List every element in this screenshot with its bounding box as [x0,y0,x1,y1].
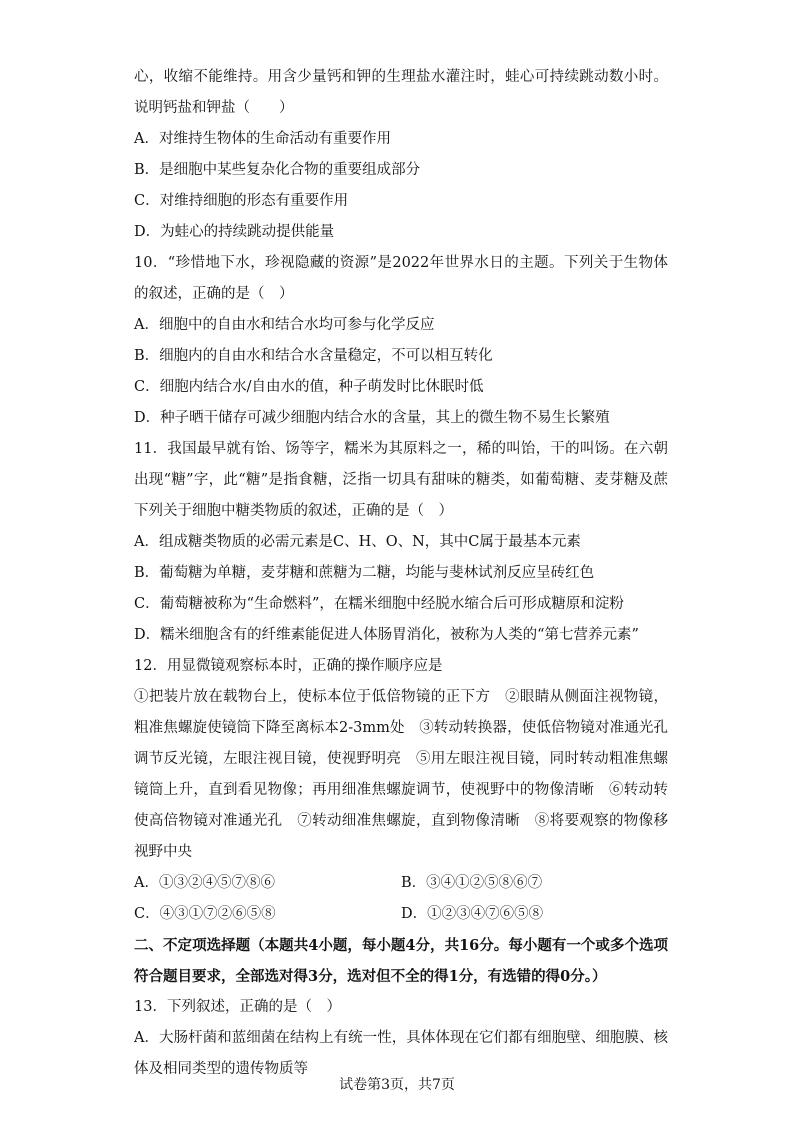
section2-heading-line-2: 符合题目要求，全部选对得3分，选对但不全的得1分，有选错的得0分。） [134,968,607,985]
q12-step-line-3: 调节反光镜，左眼注视目镜，使视野明亮 ⑤用左眼注视目镜，同时转动粗准焦螺 [134,751,668,767]
q9-option-b: B．是细胞中某些复杂化合物的重要组成部分 [134,162,421,178]
q12-step-line-2: 粗准焦螺旋使镜筒下降至离标本2-3mm处 ③转动转换器，使低倍物镜对准通光孔 [134,720,668,736]
section2-heading-line-1: 二、不定项选择题（本题共4小题，每小题4分，共16分。每小题有一个或多个选项 [134,937,668,954]
q13-option-a-line-1: A．大肠杆菌和蓝细菌在结构上有统一性，具体体现在它们都有细胞壁、细胞膜、核 [134,1030,668,1046]
q12-option-b: B．③④①②⑤⑧⑥⑦ [401,875,543,891]
q12-option-d: D．①②③④⑦⑥⑤⑧ [401,906,544,922]
q11-option-a: A．组成糖类物质的必需元素是C、H、O、N，其中C属于最基本元素 [134,534,581,550]
q11-stem-line-1: 11．我国最早就有饴、饧等字，糯米为其原料之一，稀的叫饴，干的叫饧。在六朝 [134,441,668,457]
q10-stem-line-1: 10．“珍惜地下水，珍视隐藏的资源”是2022年世界水日的主题。下列关于生物体 [134,255,668,271]
q9-option-d: D．为蛙心的持续跳动提供能量 [134,224,335,240]
q11-stem-line-3: 下列关于细胞中糖类物质的叙述，正确的是（ ） [134,503,453,519]
q13-option-a-line-2: 体及相同类型的遗传物质等 [134,1061,308,1077]
q12-option-c: C．④③①⑦②⑥⑤⑧ [134,906,276,922]
q12-options-row-2 [134,899,668,930]
q13-stem: 13．下列叙述，正确的是（ ） [134,999,341,1015]
q11-option-d: D．糯米细胞含有的纤维素能促进人体肠胃消化，被称为人类的“第七营养元素” [134,627,639,643]
q11-option-c: C．葡萄糖被称为“生命燃料”，在糯米细胞中经脱水缩合后可形成糖原和淀粉 [134,596,624,612]
q10-option-b: B．细胞内的自由水和结合水含量稳定，不可以相互转化 [134,348,493,364]
q9-option-a: A．对维持生物体的生命活动有重要作用 [134,131,391,147]
q12-step-line-6: 视野中央 [134,844,192,860]
q10-stem-line-2: 的叙述，正确的是（ ） [134,286,294,302]
q12-step-line-1: ①把装片放在载物台上，使标本位于低倍物镜的正下方 ②眼睛从侧面注视物镜， [134,689,668,705]
q12-step-line-5: 使高倍物镜对准通光孔 ⑦转动细准焦螺旋，直到物像清晰 ⑧将要观察的物像移 [134,813,668,829]
q12-step-line-4: 镜筒上升，直到看见物像；再用细准焦螺旋调节，使视野中的物像清晰 ⑥转动转 [134,782,668,798]
q10-option-c: C．细胞内结合水/自由水的值，种子萌发时比休眠时低 [134,379,484,395]
q9-stem-line-2: 说明钙盐和钾盐（ ） [134,100,294,116]
page-footer: 试卷第3页，共7页 [339,1077,455,1093]
q11-option-b: B．葡萄糖为单糖，麦芽糖和蔗糖为二糖，均能与斐林试剂反应呈砖红色 [134,565,595,581]
q12-stem: 12．用显微镜观察标本时，正确的操作顺序应是 [134,658,443,674]
exam-page [134,62,668,1085]
q10-option-d: D．种子晒干储存可减少细胞内结合水的含量，其上的微生物不易生长繁殖 [134,410,610,426]
q11-stem-line-2: 出现“糖”字，此“糖”是指食糖，泛指一切具有甜味的糖类，如葡萄糖、麦芽糖及蔗 [134,472,668,488]
q12-option-a: A．①③②④⑤⑦⑧⑥ [134,875,275,891]
q9-stem-line-1: 心，收缩不能维持。用含少量钙和钾的生理盐水灌注时，蛙心可持续跳动数小时。 [134,69,668,85]
q12-options-row-1 [134,868,668,899]
q10-option-a: A．细胞中的自由水和结合水均可参与化学反应 [134,317,435,333]
q9-option-c: C．对维持细胞的形态有重要作用 [134,193,349,209]
